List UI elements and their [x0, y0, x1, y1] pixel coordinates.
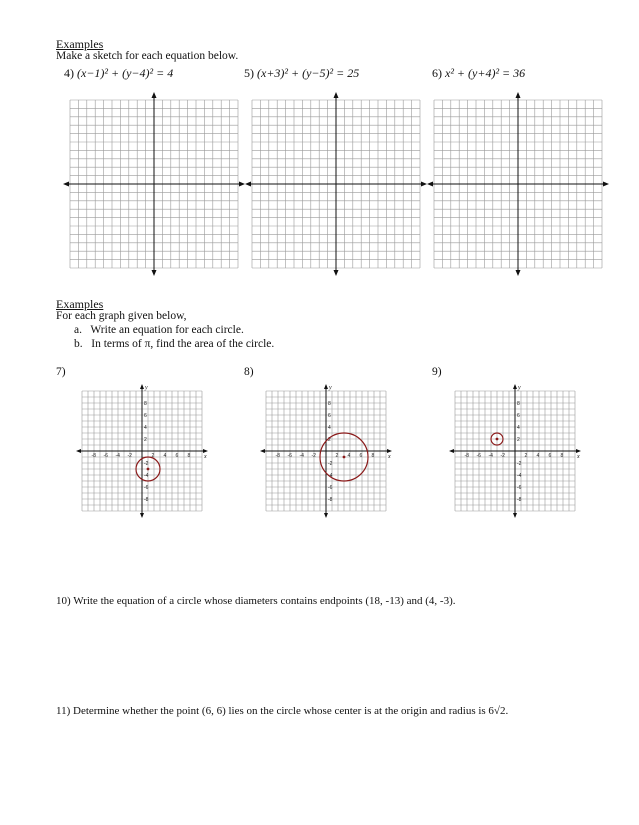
y-axis-label: y [329, 385, 332, 391]
y-tick-label: 8 [328, 401, 331, 407]
circle-center-point [147, 468, 150, 471]
circle-graph-8 [258, 381, 398, 521]
circle-center-point [496, 438, 499, 441]
y-tick-label: 8 [144, 401, 147, 407]
x-tick-label: 6 [359, 453, 363, 459]
section2-instruction: For each graph given below, [56, 310, 187, 322]
x-tick-label: 2 [524, 453, 528, 459]
arrow-down-icon [324, 513, 328, 518]
arrow-left-icon [449, 449, 454, 453]
y-axis-label: y [145, 385, 148, 391]
arrow-down-icon [334, 270, 339, 276]
arrow-down-icon [513, 513, 517, 518]
arrow-up-icon [152, 92, 157, 98]
y-tick-label: -8 [328, 497, 333, 503]
arrow-right-icon [421, 182, 427, 187]
x-tick-label: -6 [476, 453, 481, 459]
x-axis-label: x [577, 454, 580, 460]
section1-heading: Examples [56, 37, 104, 51]
problem-6-label: 6) [432, 66, 442, 80]
y-tick-label: -2 [144, 461, 149, 467]
problem-4-label: 4) [64, 66, 74, 80]
x-tick-label: -4 [115, 453, 120, 459]
x-tick-label: 2 [151, 453, 155, 459]
x-tick-label: 8 [560, 453, 564, 459]
y-tick-label: 2 [144, 437, 147, 443]
x-tick-label: -2 [500, 453, 505, 459]
arrow-right-icon [203, 449, 208, 453]
y-tick-label: -6 [517, 485, 522, 491]
task-a-marker: a. [74, 324, 82, 336]
y-tick-label: 6 [517, 413, 520, 419]
arrow-left-icon [245, 182, 251, 187]
section1-instruction: Make a sketch for each equation below. [56, 50, 239, 62]
arrow-right-icon [603, 182, 609, 187]
x-tick-label: -8 [275, 453, 280, 459]
x-tick-label: -6 [103, 453, 108, 459]
y-tick-label: 6 [328, 413, 331, 419]
y-tick-label: 6 [144, 413, 147, 419]
problem-4 [64, 66, 173, 81]
blank-grid-6[interactable] [428, 92, 608, 270]
x-tick-label: 4 [347, 453, 351, 459]
arrow-left-icon [63, 182, 69, 187]
x-tick-label: 6 [175, 453, 179, 459]
task-a [74, 324, 244, 336]
y-tick-label: 4 [144, 425, 147, 431]
arrow-up-icon [516, 92, 521, 98]
arrow-right-icon [239, 182, 245, 187]
arrow-right-icon [576, 449, 581, 453]
y-tick-label: -4 [328, 473, 333, 479]
y-tick-label: -6 [328, 485, 333, 491]
graph-8-label: 8) [244, 366, 254, 378]
x-tick-label: -8 [91, 453, 96, 459]
x-tick-label: -2 [127, 453, 132, 459]
blank-grid-5[interactable] [246, 92, 426, 270]
problem-6-equation: x² + (y+4)² = 36 [445, 66, 526, 80]
problem-5-label: 5) [244, 66, 254, 80]
circle-graph-9 [447, 381, 587, 521]
y-tick-label: -2 [517, 461, 522, 467]
arrow-right-icon [387, 449, 392, 453]
x-tick-label: 4 [536, 453, 540, 459]
arrow-down-icon [140, 513, 144, 518]
x-tick-label: 4 [163, 453, 167, 459]
problem-6 [432, 66, 525, 81]
x-tick-label: -4 [488, 453, 493, 459]
x-tick-label: 8 [187, 453, 191, 459]
y-tick-label: 8 [517, 401, 520, 407]
graph-9-label: 9) [432, 366, 442, 378]
x-tick-label: 8 [371, 453, 375, 459]
arrow-down-icon [516, 270, 521, 276]
x-tick-label: 2 [335, 453, 339, 459]
x-tick-label: -6 [287, 453, 292, 459]
section2-heading: Examples [56, 297, 104, 311]
x-tick-label: -4 [299, 453, 304, 459]
graph-7-label: 7) [56, 366, 66, 378]
x-tick-label: 6 [548, 453, 552, 459]
y-tick-label: 2 [328, 437, 331, 443]
arrow-up-icon [324, 384, 328, 389]
task-b-marker: b. [74, 338, 83, 350]
y-tick-label: -4 [144, 473, 149, 479]
y-tick-label: -2 [328, 461, 333, 467]
circle-graph-7 [74, 381, 214, 521]
arrow-down-icon [152, 270, 157, 276]
y-tick-label: -6 [144, 485, 149, 491]
problem-5 [244, 66, 359, 81]
y-tick-label: -8 [144, 497, 149, 503]
arrow-left-icon [260, 449, 265, 453]
y-tick-label: 4 [328, 425, 331, 431]
question-10: 10) Write the equation of a circle whose diameters contains endpoints (18, -13) and (4, -3). [56, 595, 456, 607]
circle-center-point [343, 456, 346, 459]
task-a-text: Write an equation for each circle. [90, 324, 244, 336]
x-tick-label: -8 [464, 453, 469, 459]
arrow-up-icon [140, 384, 144, 389]
question-11: 11) Determine whether the point (6, 6) lies on the circle whose center is at the origin and radius is 6√2. [56, 705, 509, 717]
blank-grid-4[interactable] [64, 92, 244, 270]
y-tick-label: 4 [517, 425, 520, 431]
y-axis-label: y [518, 385, 521, 391]
arrow-left-icon [427, 182, 433, 187]
y-tick-label: -8 [517, 497, 522, 503]
y-tick-label: -4 [517, 473, 522, 479]
arrow-up-icon [513, 384, 517, 389]
x-axis-label: x [388, 454, 391, 460]
task-b [74, 338, 274, 350]
x-tick-label: -2 [311, 453, 316, 459]
arrow-up-icon [334, 92, 339, 98]
problem-5-equation: (x+3)² + (y−5)² = 25 [257, 66, 360, 80]
y-tick-label: 2 [517, 437, 520, 443]
task-b-text: In terms of π, find the area of the circle. [91, 338, 275, 350]
arrow-left-icon [76, 449, 81, 453]
x-axis-label: x [204, 454, 207, 460]
problem-4-equation: (x−1)² + (y−4)² = 4 [77, 66, 174, 80]
